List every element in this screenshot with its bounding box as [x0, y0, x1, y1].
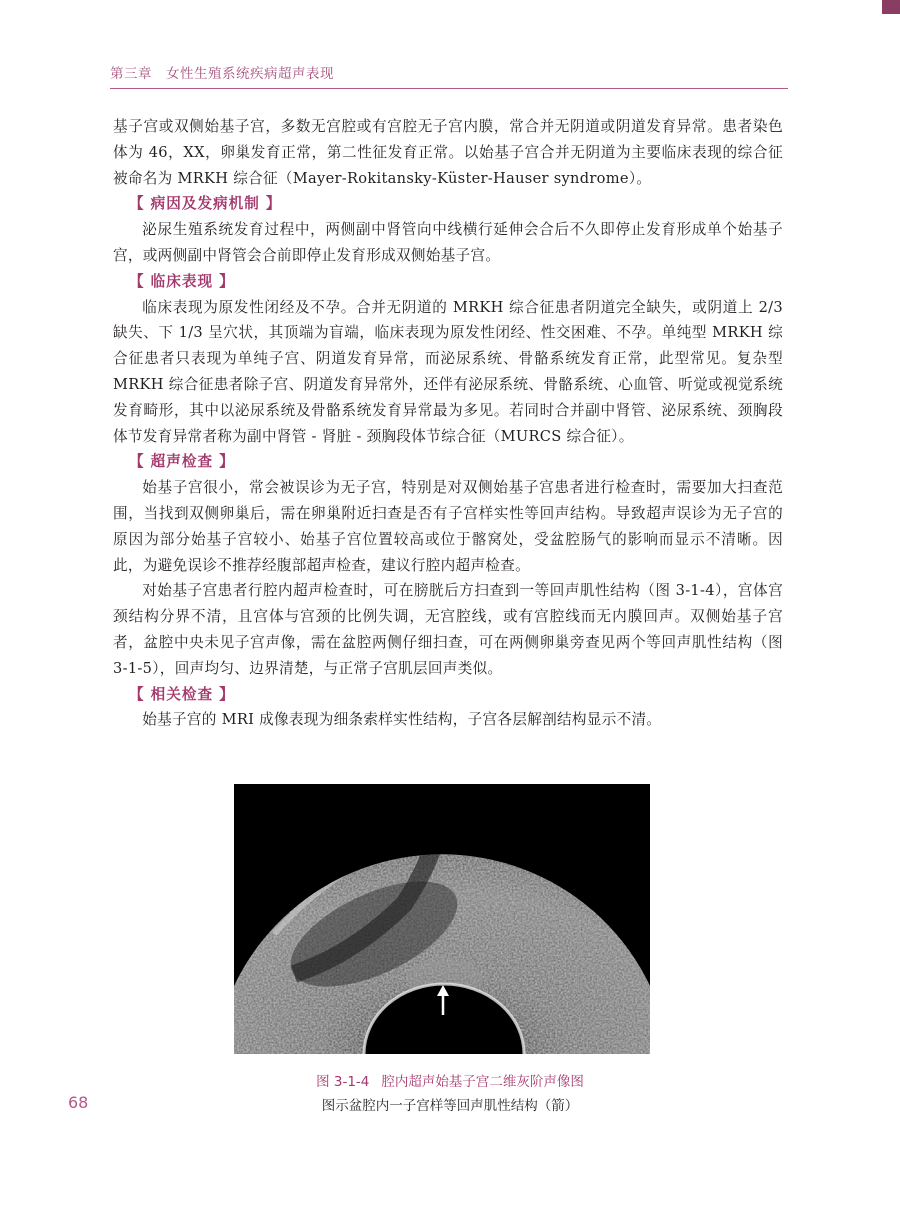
- page-number: 68: [68, 1093, 89, 1112]
- ultrasound-image: [234, 784, 650, 1054]
- header-rule: [110, 88, 788, 89]
- paragraph-clinical: 临床表现为原发性闭经及不孕。合并无阴道的 MRKH 综合征患者阴道完全缺失，或阴道上 2/3 缺失、下 1/3 呈穴状，其顶端为盲端，临床表现为原发性闭经、性交困难、不孕。单纯型 MRKH 综合征患者只表现为单纯子宫、阴道发育异常，而泌尿系统、骨骼系统发育正常，此型常见。复杂型 MRKH 综合征患者除子宫、阴道发育异常外，还伴有泌尿系统、骨骼系统、心血管、听觉或视觉系统发育畸形，其中以泌尿系统及骨骼系统发育异常最为多见。若同时合并副中肾管、泌尿系统、颈胸段体节发育异常者称为副中肾管 - 肾脏 - 颈胸段体节综合征（MURCS 综合征）。: [113, 298, 783, 445]
- figure-caption: [0, 1070, 900, 1090]
- intro-paragraph: 基子宫或双侧始基子宫，多数无宫腔或有宫腔无子宫内膜，常合并无阴道或阴道发育异常。患者染色体为 46，XX，卵巢发育正常，第二性征发育正常。以始基子宫合并无阴道为主要临床表现的综合征被命名为 MRKH 综合征（Mayer-Rokitansky-Küster-Hauser syndrome）。: [113, 118, 783, 187]
- chapter-label: 第三章: [110, 66, 152, 82]
- article-body: [113, 114, 783, 733]
- paragraph-ultrasound-1: 始基子宫很小，常会被误诊为无子宫，特别是对双侧始基子宫患者进行检查时，需要加大扫查范围，当找到双侧卵巢后，需在卵巢附近扫查是否有子宫样实性等回声结构。导致超声误诊为无子宫的原因为部分始基子宫较小、始基子宫位置较高或位于髂窝处，受盆腔肠气的影响而显示不清晰。因此，为避免误诊不推荐经腹部超声检查，建议行腔内超声检查。: [113, 479, 783, 574]
- section-heading-ultrasound: 【 超声检查 】: [129, 453, 235, 471]
- figure-title: 腔内超声始基子宫二维灰阶声像图: [381, 1074, 584, 1090]
- section-heading-etiology: 【 病因及发病机制 】: [129, 195, 282, 213]
- ultrasound-graphic: [234, 784, 650, 1054]
- figure-note: 图示盆腔内一子宫样等回声肌性结构（箭）: [321, 1098, 579, 1114]
- paragraph-related: 始基子宫的 MRI 成像表现为细条索样实性结构，子宫各层解剖结构显示不清。: [142, 711, 662, 729]
- running-header: [110, 62, 348, 82]
- section-heading-clinical: 【 临床表现 】: [129, 272, 235, 290]
- figure-number: 图 3-1-4: [316, 1074, 370, 1090]
- section-heading-related: 【 相关检查 】: [129, 685, 235, 703]
- chapter-title: 女性生殖系统疾病超声表现: [166, 66, 334, 82]
- paragraph-etiology: 泌尿生殖系统发育过程中，两侧副中肾管向中线横行延伸会合后不久即停止发育形成单个始基子宫，或两侧副中肾管会合前即停止发育形成双侧始基子宫。: [113, 221, 783, 264]
- paragraph-ultrasound-2: 对始基子宫患者行腔内超声检查时，可在膀胱后方扫查到一等回声肌性结构（图 3-1-4），宫体宫颈结构分界不清，且宫体与宫颈的比例失调，无宫腔线，或有宫腔线而无内膜回声。双侧始基子宫者，盆腔中央未见子宫声像，需在盆腔两侧仔细扫查，可在两侧卵巢旁查见两个等回声肌性结构（图 3-1-5），回声均匀、边界清楚，与正常子宫肌层回声类似。: [113, 582, 783, 677]
- corner-color-tab: [882, 0, 900, 14]
